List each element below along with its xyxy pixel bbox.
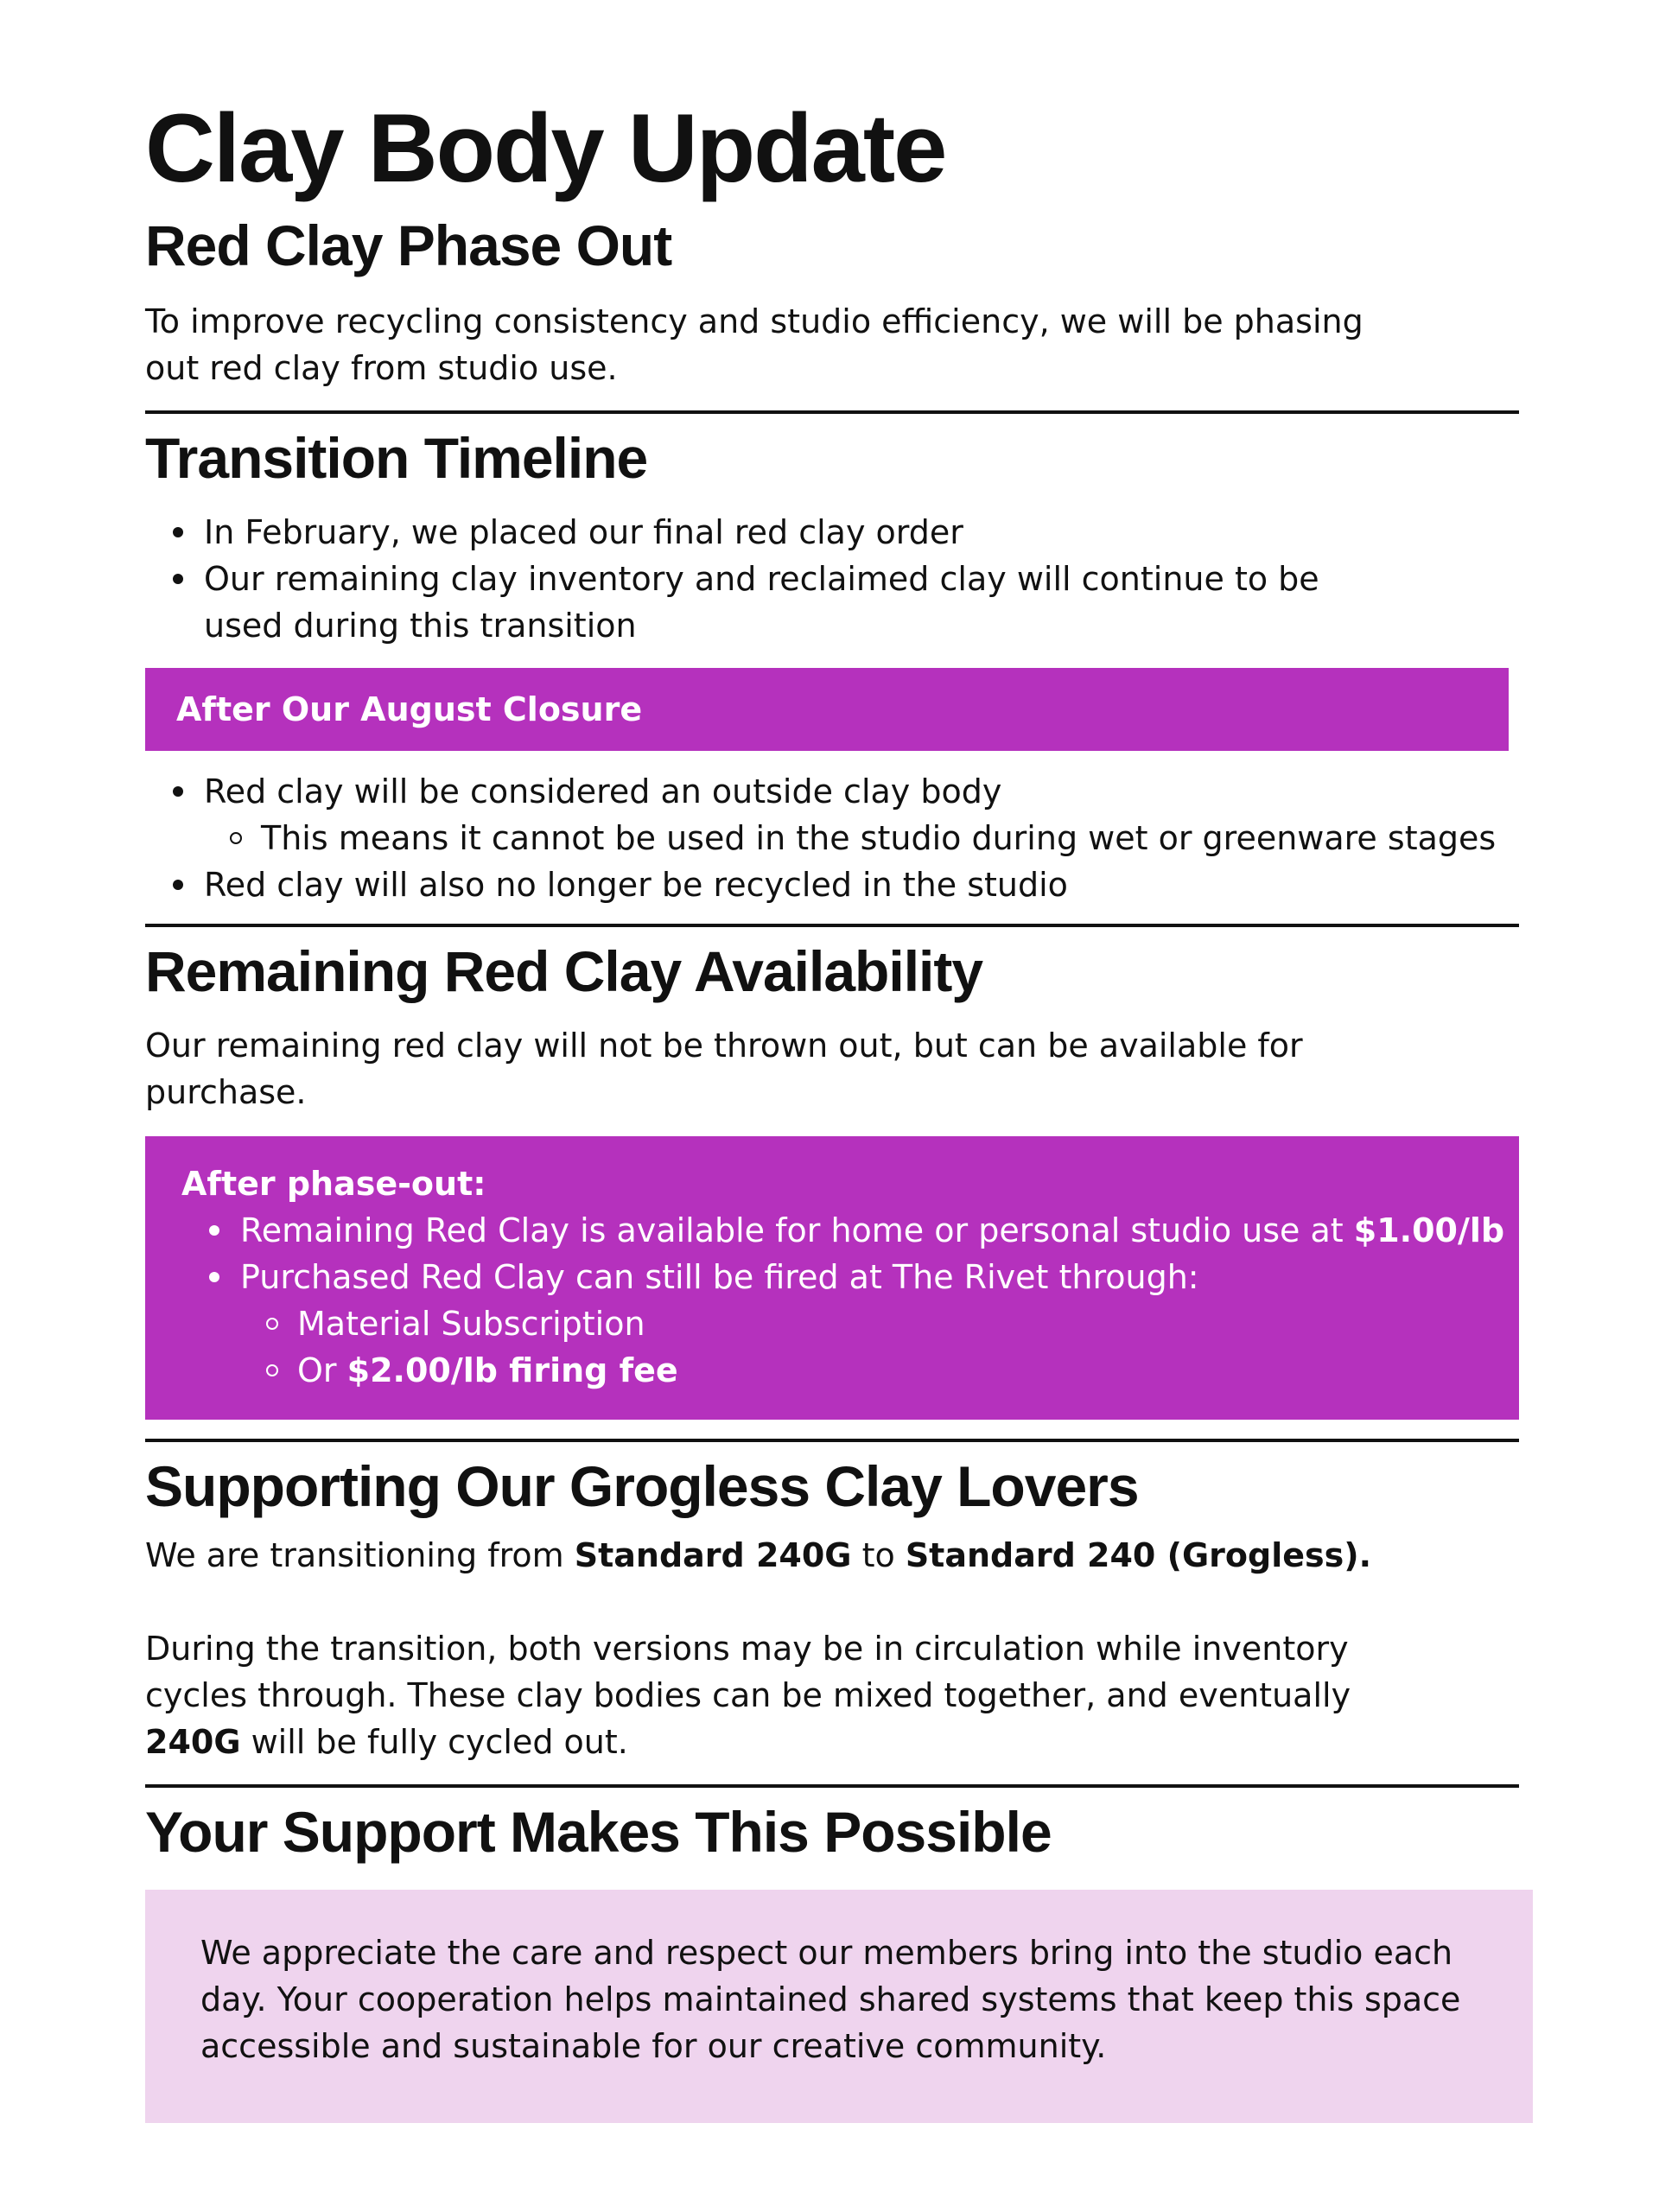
grogless-heading: Supporting Our Grogless Clay Lovers bbox=[145, 1453, 1139, 1518]
text: During the transition, both versions may be in circulation while inventory cycles through. These clay bodies can be mixed together, and eventually bbox=[145, 1629, 1351, 1714]
firing-fee: $2.00/lb firing fee bbox=[346, 1351, 678, 1389]
text: to bbox=[851, 1535, 906, 1574]
divider bbox=[145, 410, 1519, 414]
list-item: Red clay will be considered an outside clay body bbox=[145, 768, 1528, 815]
sub-list-item: This means it cannot be used in the studio during wet or greenware stages bbox=[145, 815, 1528, 861]
price: $1.00/lb bbox=[1353, 1211, 1505, 1249]
availability-text: Our remaining red clay will not be thrown out, but can be available for purchase. bbox=[145, 1026, 1303, 1111]
availability-heading: Remaining Red Clay Availability bbox=[145, 938, 983, 1003]
divider bbox=[145, 924, 1519, 927]
grogless-text-1 bbox=[145, 1532, 1528, 1579]
timeline-heading: Transition Timeline bbox=[145, 426, 648, 491]
list-item-text: Remaining Red Clay is available for home or personal studio use at bbox=[240, 1211, 1354, 1249]
sub-list-item-text: Or bbox=[297, 1351, 347, 1389]
new-clay-name: Standard 240 (Grogless). bbox=[905, 1535, 1372, 1574]
closure-banner: After Our August Closure bbox=[145, 668, 1509, 751]
closure-list bbox=[145, 768, 1528, 908]
sub-list-item: Material Subscription bbox=[181, 1300, 1519, 1347]
clay-name: 240G bbox=[145, 1722, 241, 1761]
support-heading: Your Support Makes This Possible bbox=[145, 1799, 1052, 1864]
old-clay-name: Standard 240G bbox=[574, 1535, 852, 1574]
list-item: In February, we placed our final red clay order bbox=[145, 509, 1372, 556]
divider bbox=[145, 1784, 1519, 1788]
subtitle: Red Clay Phase Out bbox=[145, 213, 672, 278]
grogless-text-2 bbox=[145, 1625, 1372, 1765]
page-title: Clay Body Update bbox=[145, 94, 946, 202]
text: will be fully cycled out. bbox=[240, 1722, 628, 1761]
box-lead: After phase-out: bbox=[181, 1164, 486, 1203]
list-item: Red clay will also no longer be recycled in the studio bbox=[145, 861, 1528, 908]
sub-list-item bbox=[181, 1347, 1519, 1394]
list-item: Our remaining clay inventory and reclaimed clay will continue to be used during this transition bbox=[145, 556, 1372, 649]
phase-out-box bbox=[145, 1136, 1519, 1420]
timeline-list bbox=[145, 509, 1372, 649]
intro-text: To improve recycling consistency and studio efficiency, we will be phasing out red clay from studio use. bbox=[145, 302, 1363, 388]
text: We are transitioning from bbox=[145, 1535, 575, 1574]
support-text: We appreciate the care and respect our members bring into the studio each day. Your cooperation helps maintained shared systems that keep this space accessible and sustainable for our creative community. bbox=[200, 1933, 1461, 2065]
list-item: Purchased Red Clay can still be fired at The Rivet through: bbox=[181, 1254, 1519, 1300]
support-box bbox=[145, 1890, 1533, 2123]
phase-out-list bbox=[181, 1207, 1519, 1394]
divider bbox=[145, 1439, 1519, 1442]
list-item bbox=[181, 1207, 1519, 1254]
document bbox=[145, 95, 1528, 2123]
